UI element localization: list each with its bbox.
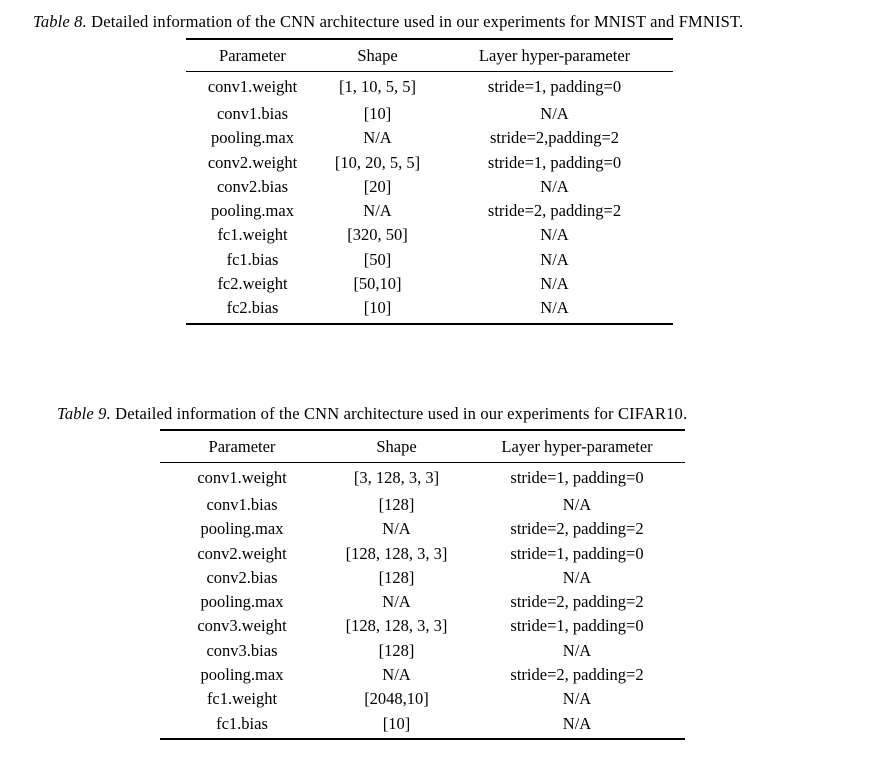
- table-9-bottom-rule: [160, 738, 685, 740]
- cell-hyper: N/A: [562, 713, 592, 733]
- cell-hyper: stride=1, padding=0: [510, 616, 644, 636]
- cell-parameter: fc1.bias: [226, 249, 279, 269]
- cell-shape: [50,10]: [353, 274, 402, 294]
- cell-hyper: N/A: [540, 104, 569, 123]
- cell-parameter: fc1.weight: [217, 225, 288, 245]
- cell-hyper: N/A: [540, 274, 569, 294]
- table-row: [186, 296, 673, 322]
- table-row: [186, 248, 673, 272]
- table-9: [160, 429, 685, 740]
- table-row: [160, 590, 685, 614]
- cell-shape: [10]: [363, 104, 392, 123]
- table-row: [160, 566, 685, 590]
- cell-hyper: stride=1, padding=0: [510, 468, 644, 487]
- cell-hyper: N/A: [562, 567, 592, 587]
- cell-shape: N/A: [363, 128, 392, 148]
- cell-shape: [3, 128, 3, 3]: [353, 468, 440, 487]
- table-9-caption: [57, 404, 687, 424]
- table-9-header-row: [160, 430, 685, 463]
- table-9-caption-label: Table 9.: [57, 404, 111, 423]
- cell-parameter: conv3.bias: [206, 640, 278, 660]
- table-8-caption-label: Table 8.: [33, 12, 87, 31]
- table-row: [160, 614, 685, 638]
- cell-parameter: pooling.max: [211, 201, 294, 221]
- cell-parameter: conv1.weight: [207, 77, 298, 96]
- table-8-caption: [33, 12, 743, 32]
- table-8-grid: [186, 38, 673, 323]
- cell-hyper: stride=1, padding=0: [510, 543, 644, 563]
- table-row: [160, 639, 685, 663]
- cell-hyper: stride=2, padding=2: [510, 592, 644, 612]
- table-9-grid: [160, 429, 685, 738]
- cell-shape: [128, 128, 3, 3]: [345, 616, 448, 636]
- table-row: [160, 712, 685, 738]
- table-row: [186, 72, 673, 103]
- cell-shape: [50]: [363, 249, 392, 269]
- cell-shape: N/A: [382, 592, 411, 612]
- cell-shape: [2048,10]: [364, 689, 429, 709]
- cell-shape: [10, 20, 5, 5]: [334, 152, 421, 172]
- cell-hyper: N/A: [562, 495, 592, 514]
- table-row: [186, 175, 673, 199]
- cell-parameter: conv1.bias: [206, 495, 278, 514]
- table-row: [186, 151, 673, 175]
- cell-shape: [10]: [363, 298, 392, 318]
- table-row: [160, 517, 685, 541]
- cell-shape: N/A: [382, 665, 411, 685]
- table-row: [186, 199, 673, 223]
- table-9-body: [160, 463, 685, 738]
- table-8-header-row: [186, 39, 673, 72]
- cell-shape: [320, 50]: [347, 225, 408, 245]
- cell-parameter: conv2.bias: [216, 176, 289, 196]
- cell-hyper: N/A: [540, 225, 569, 245]
- cell-hyper: N/A: [562, 689, 592, 709]
- table-row: [186, 102, 673, 126]
- cell-parameter: pooling.max: [200, 665, 284, 685]
- cell-shape: [20]: [363, 176, 392, 196]
- cell-parameter: conv2.bias: [206, 567, 278, 587]
- cell-shape: [10]: [382, 713, 411, 733]
- cell-parameter: conv2.weight: [197, 543, 287, 563]
- table-row: [186, 126, 673, 150]
- table-8: [186, 38, 673, 325]
- cell-parameter: pooling.max: [200, 519, 284, 539]
- cell-shape: [1, 10, 5, 5]: [339, 77, 416, 96]
- table-8-head: [186, 39, 673, 72]
- table-row: [160, 463, 685, 494]
- cell-parameter: fc1.weight: [206, 689, 278, 709]
- table-8-col-parameter: Parameter: [219, 46, 286, 65]
- cell-hyper: stride=2, padding=2: [487, 201, 622, 221]
- table-9-caption-text: Detailed information of the CNN architecture used in our experiments for CIFAR10.: [110, 404, 688, 423]
- table-row: [160, 687, 685, 711]
- table-row: [160, 493, 685, 517]
- table-8-col-hyper: Layer hyper-parameter: [478, 46, 631, 65]
- table-row: [186, 223, 673, 247]
- table-8-caption-text: Detailed information of the CNN architecture used in our experiments for MNIST and FMNIST.: [86, 12, 744, 31]
- table-8-bottom-rule: [186, 323, 673, 325]
- cell-hyper: stride=2, padding=2: [510, 665, 644, 685]
- cell-shape: [128]: [378, 567, 415, 587]
- table-9-col-shape: Shape: [376, 437, 417, 456]
- cell-parameter: conv1.weight: [197, 468, 287, 487]
- cell-hyper: N/A: [562, 640, 592, 660]
- cell-hyper: stride=1, padding=0: [487, 77, 622, 96]
- cell-hyper: N/A: [540, 176, 569, 196]
- cell-shape: [128]: [378, 495, 415, 514]
- cell-hyper: stride=2, padding=2: [510, 519, 644, 539]
- table-row: [186, 272, 673, 296]
- cell-shape: [128]: [378, 640, 415, 660]
- cell-shape: N/A: [382, 519, 411, 539]
- cell-hyper: N/A: [540, 298, 569, 318]
- cell-hyper: N/A: [540, 249, 569, 269]
- cell-shape: [128, 128, 3, 3]: [345, 543, 448, 563]
- table-9-col-hyper: Layer hyper-parameter: [501, 437, 653, 456]
- cell-parameter: fc2.bias: [226, 298, 279, 318]
- cell-parameter: conv3.weight: [197, 616, 287, 636]
- table-8-col-shape: Shape: [357, 46, 398, 65]
- cell-parameter: conv2.weight: [207, 152, 298, 172]
- table-9-head: [160, 430, 685, 463]
- cell-parameter: pooling.max: [200, 592, 284, 612]
- cell-hyper: stride=2,padding=2: [489, 128, 620, 148]
- table-8-body: [186, 72, 673, 323]
- table-row: [160, 542, 685, 566]
- cell-hyper: stride=1, padding=0: [487, 152, 622, 172]
- table-row: [160, 663, 685, 687]
- cell-shape: N/A: [363, 201, 392, 221]
- cell-parameter: pooling.max: [211, 128, 294, 148]
- table-9-col-parameter: Parameter: [208, 437, 276, 456]
- cell-parameter: fc1.bias: [216, 713, 268, 733]
- cell-parameter: conv1.bias: [216, 104, 289, 123]
- cell-parameter: fc2.weight: [217, 274, 288, 294]
